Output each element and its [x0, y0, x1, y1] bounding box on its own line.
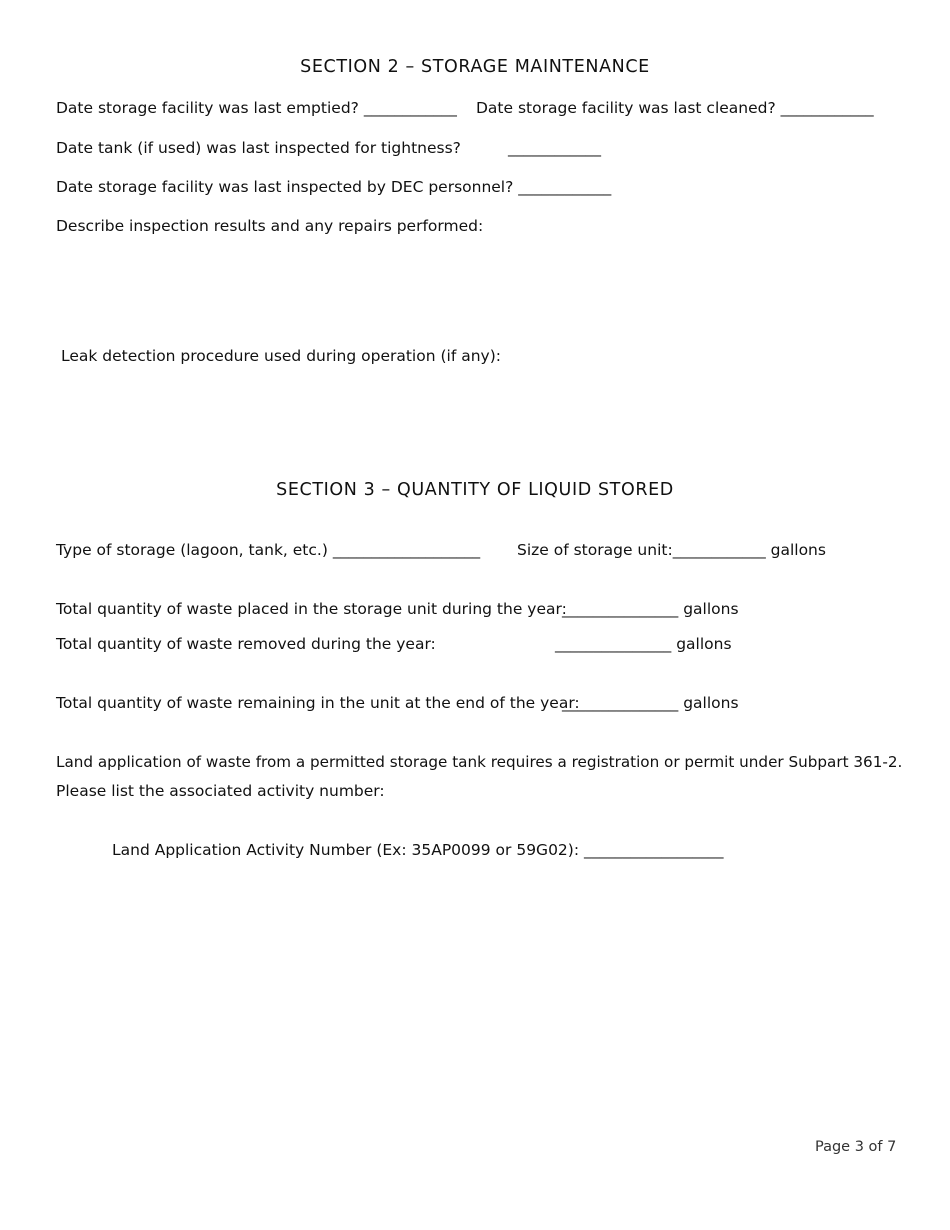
activity-number-row	[112, 840, 724, 860]
leak-detection-label: Leak detection procedure used during operation (if any):	[61, 347, 501, 365]
removed-value-row	[555, 634, 732, 654]
remaining-value-row	[562, 693, 739, 713]
remaining-field[interactable]: _______________	[562, 694, 679, 712]
last-emptied-field[interactable]: ____________	[363, 99, 457, 117]
remaining-label: Total quantity of waste remaining in the unit at the end of the year:	[56, 694, 580, 712]
storage-type-label: Type of storage (lagoon, tank, etc.)	[56, 541, 328, 559]
storage-size-unit: gallons	[770, 541, 826, 559]
placed-field[interactable]: _______________	[562, 600, 679, 618]
removed-unit: gallons	[676, 635, 732, 653]
storage-size-field[interactable]: ____________	[672, 541, 766, 559]
placed-value-row	[562, 599, 739, 619]
placed-label: Total quantity of waste placed in the storage unit during the year:	[56, 600, 567, 618]
storage-type-row	[56, 540, 480, 560]
dec-inspected-label: Date storage facility was last inspected by DEC personnel?	[56, 178, 514, 196]
last-cleaned-label: Date storage facility was last cleaned?	[476, 99, 776, 117]
inspection-results-label: Describe inspection results and any repairs performed:	[56, 217, 484, 235]
removed-field[interactable]: _______________	[555, 635, 672, 653]
page-number: Page 3 of 7	[815, 1139, 897, 1155]
storage-size-label: Size of storage unit:	[517, 541, 673, 559]
activity-number-label: Land Application Activity Number (Ex: 35AP0099 or 59G02):	[112, 841, 580, 859]
last-cleaned-row	[476, 98, 874, 118]
last-emptied-row	[56, 98, 457, 118]
dec-inspected-row	[56, 177, 611, 197]
remaining-unit: gallons	[683, 694, 739, 712]
last-cleaned-field[interactable]: ____________	[780, 99, 874, 117]
storage-size-row	[517, 540, 826, 560]
dec-inspected-field[interactable]: ____________	[518, 178, 612, 196]
tank-inspected-label: Date tank (if used) was last inspected for tightness?	[56, 139, 461, 157]
last-emptied-label: Date storage facility was last emptied?	[56, 99, 359, 117]
placed-unit: gallons	[683, 600, 739, 618]
land-application-note-line2: Please list the associated activity number:	[56, 782, 385, 800]
section-2-title: SECTION 2 – STORAGE MAINTENANCE	[300, 57, 650, 77]
tank-inspected-field[interactable]: ____________	[508, 139, 601, 157]
removed-label: Total quantity of waste removed during the year:	[56, 635, 436, 653]
section-3-title: SECTION 3 – QUANTITY OF LIQUID STORED	[276, 480, 674, 500]
activity-number-field[interactable]: __________________	[584, 841, 724, 859]
storage-type-field[interactable]: ___________________	[332, 541, 481, 559]
land-application-note-line1: Land application of waste from a permitted storage tank requires a registration or permit under Subpart 361-2.	[56, 753, 903, 771]
